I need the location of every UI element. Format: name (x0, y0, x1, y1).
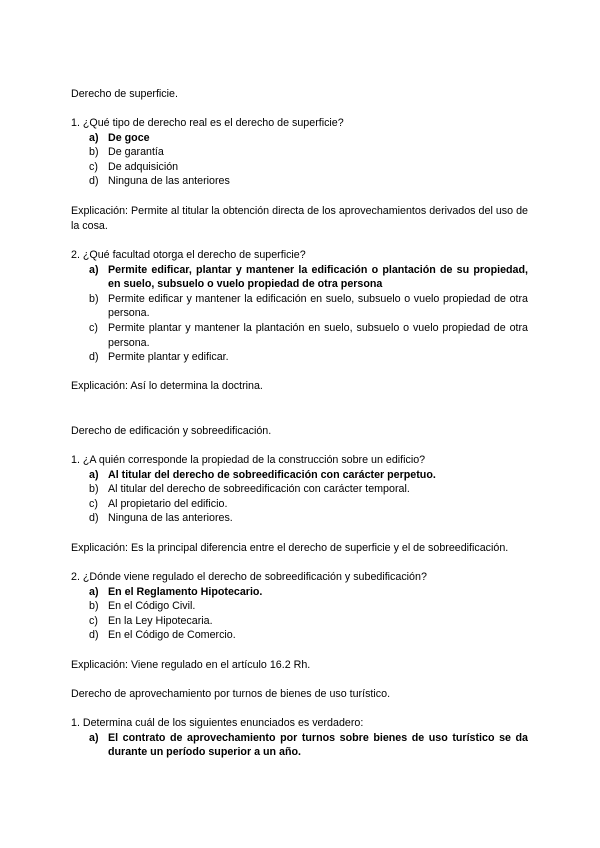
option-correct: a) De goce (89, 131, 150, 144)
options-list (71, 131, 528, 189)
explanation: Explicación: Así lo determina la doctrina. (71, 380, 263, 392)
explanation: Explicación: Viene regulado en el artículo 16.2 Rh. (71, 659, 311, 671)
options-list (71, 468, 528, 526)
explanation: Explicación: Es la principal diferencia entre el derecho de superficie y el de sobreedificación. (71, 542, 509, 554)
option: c) De adquisición (89, 160, 179, 173)
question-block (71, 116, 528, 189)
option: b) En el Código Civil. (89, 600, 196, 613)
question-text: 1. ¿Qué tipo de derecho real es el derecho de superficie? (71, 117, 344, 129)
option: c) Permite plantar y mantener la plantación en suelo, subsuelo o vuelo propiedad de otra persona. (89, 321, 528, 349)
option: b) De garantía (89, 146, 164, 159)
section-title: Derecho de superficie. (71, 88, 178, 100)
option: d) En el Código de Comercio. (89, 629, 236, 642)
section-title: Derecho de aprovechamiento por turnos de bienes de uso turístico. (71, 688, 391, 700)
option: b) Al titular del derecho de sobreedificación con carácter temporal. (89, 483, 410, 496)
section-title: Derecho de edificación y sobreedificación. (71, 425, 272, 437)
option: c) Al propietario del edificio. (89, 497, 228, 510)
question-text: 2. ¿Dónde viene regulado el derecho de sobreedificación y subedificación? (71, 571, 427, 583)
question-block (71, 716, 528, 760)
question-text: 2. ¿Qué facultad otorga el derecho de superficie? (71, 249, 306, 261)
question-block (71, 453, 528, 526)
question-text: 1. ¿A quién corresponde la propiedad de la construcción sobre un edificio? (71, 454, 426, 466)
option: d) Permite plantar y edificar. (89, 351, 229, 364)
option: b) Permite edificar y mantener la edificación en suelo, subsuelo o vuelo propiedad de otra persona. (89, 292, 528, 320)
option: d) Ninguna de las anteriores. (89, 512, 233, 525)
option: c) En la Ley Hipotecaria. (89, 614, 213, 627)
question-block (71, 248, 528, 365)
option-correct: a) El contrato de aprovechamiento por turnos sobre bienes de uso turístico se da durante un período superior a un año. (89, 731, 528, 759)
question-text: 1. Determina cuál de los siguientes enunciados es verdadero: (71, 717, 364, 729)
option-correct: a) Al titular del derecho de sobreedificación con carácter perpetuo. (89, 468, 436, 481)
question-block (71, 570, 528, 643)
option-correct: a) Permite edificar, plantar y mantener la edificación o plantación de su propiedad, en suelo, subsuelo o vuelo propiedad de otra persona (89, 263, 528, 291)
options-list (71, 731, 528, 760)
options-list (71, 585, 528, 643)
option-correct: a) En el Reglamento Hipotecario. (89, 585, 263, 598)
option: d) Ninguna de las anteriores (89, 175, 230, 188)
options-list (71, 263, 528, 365)
explanation: Explicación: Permite al titular la obtención directa de los aprovechamientos derivados del uso de la cosa. (71, 205, 528, 232)
